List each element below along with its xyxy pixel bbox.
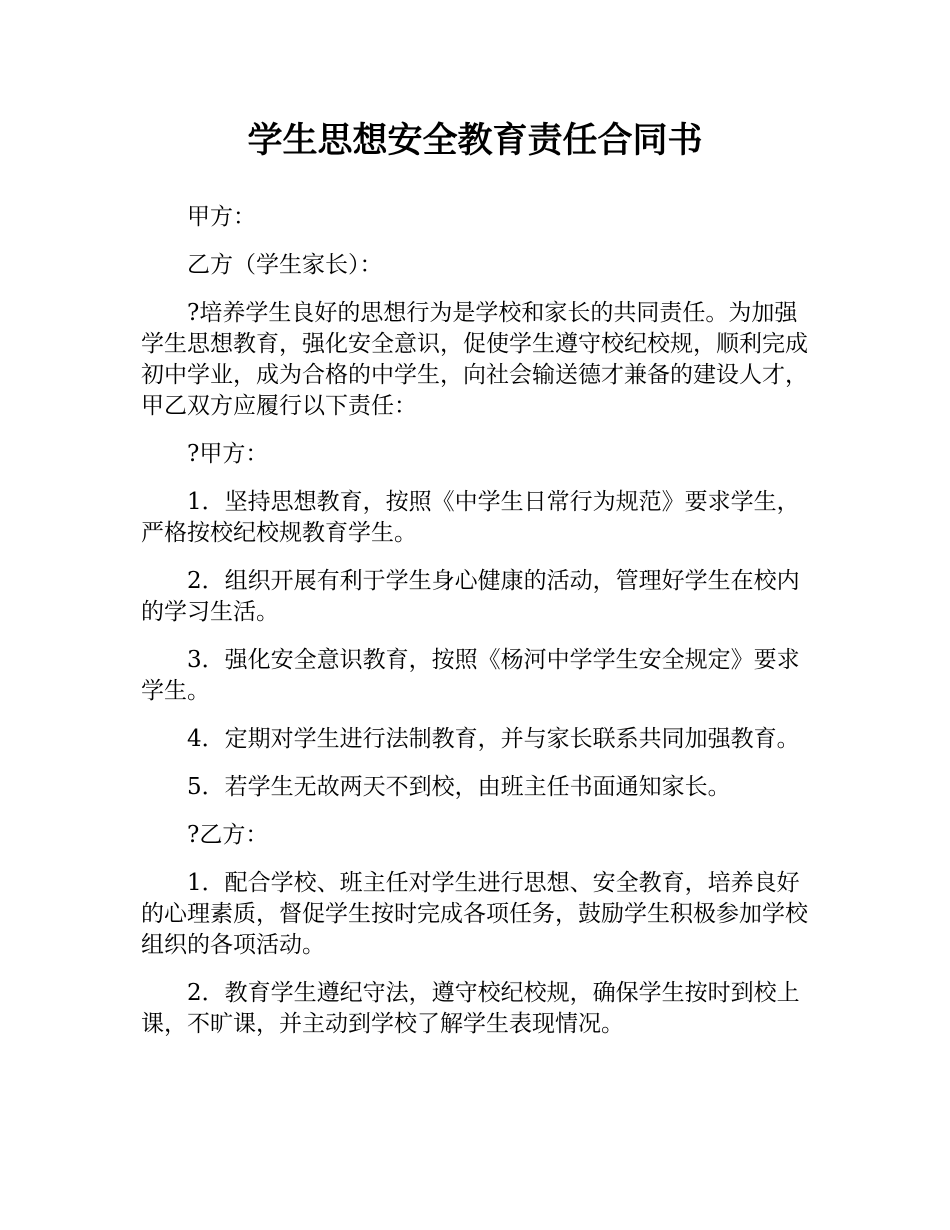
document-body — [141, 202, 813, 1057]
party-a-clause-5: 5．若学生无故两天不到校，由班主任书面通知家长。 — [187, 774, 731, 800]
document-title: 学生思想安全教育责任合同书 — [247, 121, 703, 161]
party-a-section-heading: ?甲方： — [187, 441, 269, 467]
party-a-clause-4: 4．定期对学生进行法制教育，并与家长联系共同加强教育。 — [187, 726, 800, 752]
party-b-clause-1: 1．配合学校、班主任对学生进行思想、安全教育，培养良好的心理素质，督促学生按时完成各项任务，鼓励学生积极参加学校组织的各项活动。 — [141, 870, 808, 958]
party-a-clause-3: 3．强化安全意识教育，按照《杨河中学学生安全规定》要求学生。 — [141, 647, 800, 704]
party-a-clause-1: 1．坚持思想教育，按照《中学生日常行为规范》要求学生，严格按校纪校规教育学生。 — [141, 489, 800, 546]
party-b-section-heading: ?乙方： — [187, 822, 269, 848]
party-a-clause-2: 2．组织开展有利于学生身心健康的活动，管理好学生在校内的学习生活。 — [141, 568, 800, 625]
preamble-paragraph: ?培养学生良好的思想行为是学校和家长的共同责任。为加强学生思想教育，强化安全意识，促使学生遵守校纪校规，顺利完成初中学业，成为合格的中学生，向社会输送德才兼备的建设人才，甲乙双方应履行以下责任： — [141, 300, 808, 419]
party-b-clause-2: 2．教育学生遵纪守法，遵守校纪校规，确保学生按时到校上课，不旷课，并主动到学校了解学生表现情况。 — [141, 980, 800, 1037]
party-a-label: 甲方： — [187, 204, 256, 230]
party-b-label: 乙方（学生家长）： — [187, 252, 383, 278]
